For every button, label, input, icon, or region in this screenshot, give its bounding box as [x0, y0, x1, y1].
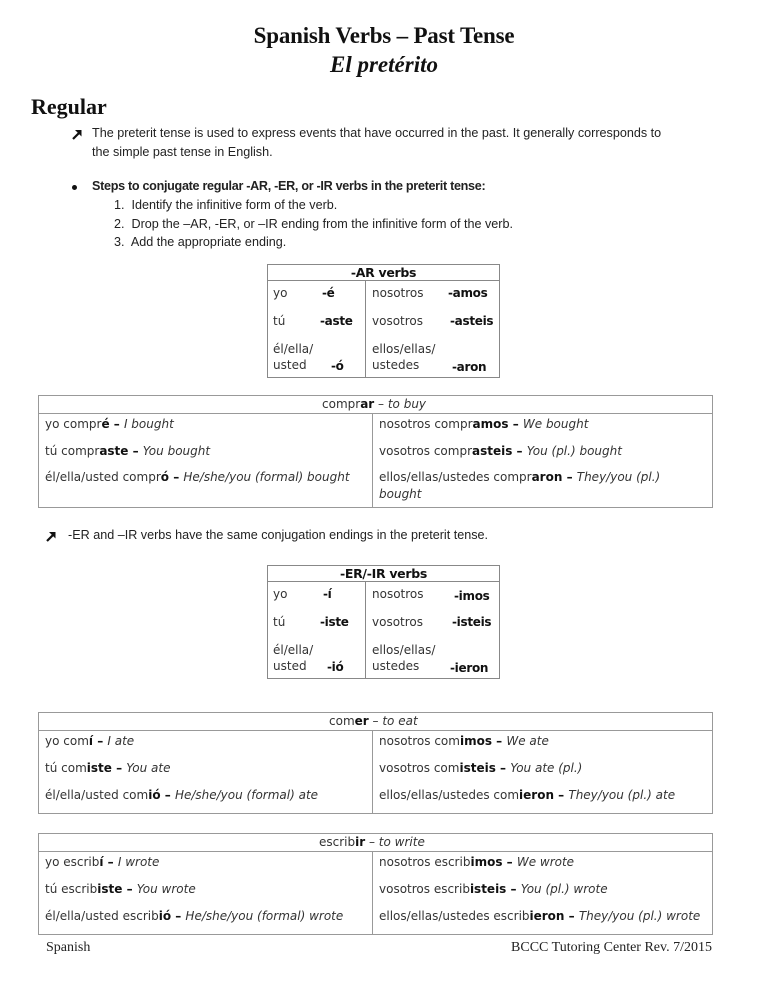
ending-vosotros: -isteis — [452, 615, 492, 629]
ending-tu: -iste — [320, 615, 349, 629]
pronoun-tu: tú — [273, 314, 286, 328]
ending-nosotros: -amos — [448, 286, 488, 300]
conjugation-yo: yo compré – I bought — [45, 417, 174, 431]
pronoun-ellos: ellos/ellas/ — [372, 643, 436, 657]
conjugation-nosotros: nosotros comimos – We ate — [379, 734, 549, 748]
footer-right: BCCC Tutoring Center Rev. 7/2015 — [511, 940, 712, 955]
conjugation-el: él/ella/usted compró – He/she/you (formal) bought — [45, 470, 350, 484]
ar-endings-table — [267, 264, 500, 378]
pronoun-yo: yo — [273, 286, 288, 300]
conjugation-el: él/ella/usted comió – He/she/you (formal) ate — [45, 788, 319, 802]
step-item: 2. Drop the –AR, -ER, or –IR ending from the infinitive form of the verb. — [114, 216, 513, 231]
ending-yo: -é — [322, 286, 335, 300]
conjugation-vosotros: vosotros comisteis – You ate (pl.) — [379, 761, 583, 775]
ending-nosotros: -imos — [454, 589, 490, 603]
conjugation-ellos: ellos/ellas/ustedes escribieron – They/you (pl.) wrote — [379, 909, 701, 923]
intro-line-2: the simple past tense in English. — [92, 145, 273, 159]
pronoun-usted: usted — [273, 358, 307, 372]
comer-example-table — [38, 712, 713, 814]
pronoun-el-ella: él/ella/ — [273, 342, 314, 356]
escribir-header: escribir – to write — [39, 834, 712, 852]
conjugation-tu: tú compraste – You bought — [45, 444, 211, 458]
escribir-example-table — [38, 833, 713, 935]
conjugation-vosotros: vosotros comprasteis – You (pl.) bought — [379, 444, 622, 458]
conjugation-ellos-cont: bought — [379, 487, 422, 501]
comer-header: comer – to eat — [39, 713, 712, 731]
conjugation-nosotros: nosotros compramos – We bought — [379, 417, 589, 431]
pronoun-vosotros: vosotros — [372, 615, 424, 629]
pronoun-ustedes: ustedes — [372, 358, 420, 372]
er-ir-endings-table — [267, 565, 500, 679]
conjugation-ellos: ellos/ellas/ustedes comieron – They/you (pl.) ate — [379, 788, 676, 802]
ending-ellos: -aron — [452, 360, 487, 374]
conjugation-yo: yo escribí – I wrote — [45, 855, 160, 869]
comprar-example-table — [38, 395, 713, 508]
footer-left: Spanish — [46, 940, 91, 955]
pronoun-ellos: ellos/ellas/ — [372, 342, 436, 356]
table-divider — [365, 581, 366, 678]
ending-el: -ó — [331, 359, 344, 373]
pronoun-tu: tú — [273, 615, 286, 629]
comprar-header: comprar – to buy — [39, 396, 712, 414]
step-item: 1. Identify the infinitive form of the verb. — [114, 198, 338, 212]
pronoun-el-ella: él/ella/ — [273, 643, 314, 657]
pronoun-nosotros: nosotros — [372, 286, 424, 300]
conjugation-tu: tú comiste – You ate — [45, 761, 171, 775]
conjugation-ellos: ellos/ellas/ustedes compraron – They/you (pl.) — [379, 470, 661, 484]
bullet-dot-icon — [72, 185, 77, 190]
conjugation-vosotros: vosotros escribisteis – You (pl.) wrote — [379, 882, 608, 896]
page-title: Spanish Verbs – Past Tense — [253, 23, 515, 48]
ar-table-title: -AR verbs — [268, 265, 499, 281]
intro-paragraph — [92, 124, 752, 162]
pronoun-usted: usted — [273, 659, 307, 673]
conjugation-el: él/ella/usted escribió – He/she/you (formal) wrote — [45, 909, 344, 923]
table-divider — [365, 280, 366, 377]
step-item: 3. Add the appropriate ending. — [114, 235, 287, 249]
ending-tu: -aste — [320, 314, 353, 328]
steps-heading: Steps to conjugate regular -AR, -ER, or -IR verbs in the preterit tense: — [92, 179, 486, 193]
steps-list — [114, 196, 513, 252]
intro-line-1: The preterit tense is used to express events that have occurred in the past. It generally corresponds to — [92, 126, 662, 140]
ending-el: -ió — [327, 660, 344, 674]
er-ir-note: -ER and –IR verbs have the same conjugation endings in the preterit tense. — [68, 528, 489, 542]
pronoun-ustedes: ustedes — [372, 659, 420, 673]
ending-yo: -í — [323, 587, 332, 601]
conjugation-tu: tú escribiste – You wrote — [45, 882, 196, 896]
pronoun-nosotros: nosotros — [372, 587, 424, 601]
er-ir-table-title: -ER/-IR verbs — [268, 566, 499, 582]
pronoun-vosotros: vosotros — [372, 314, 424, 328]
table-divider — [372, 413, 373, 507]
table-divider — [372, 730, 373, 813]
arrow-northeast-icon — [45, 530, 57, 542]
conjugation-yo: yo comí – I ate — [45, 734, 135, 748]
section-heading-regular: Regular — [31, 94, 107, 119]
ending-vosotros: -asteis — [450, 314, 494, 328]
conjugation-nosotros: nosotros escribimos – We wrote — [379, 855, 575, 869]
ending-ellos: -ieron — [450, 661, 489, 675]
arrow-northeast-icon — [71, 128, 83, 140]
table-divider — [372, 851, 373, 934]
page-subtitle: El pretérito — [330, 52, 438, 77]
pronoun-yo: yo — [273, 587, 288, 601]
